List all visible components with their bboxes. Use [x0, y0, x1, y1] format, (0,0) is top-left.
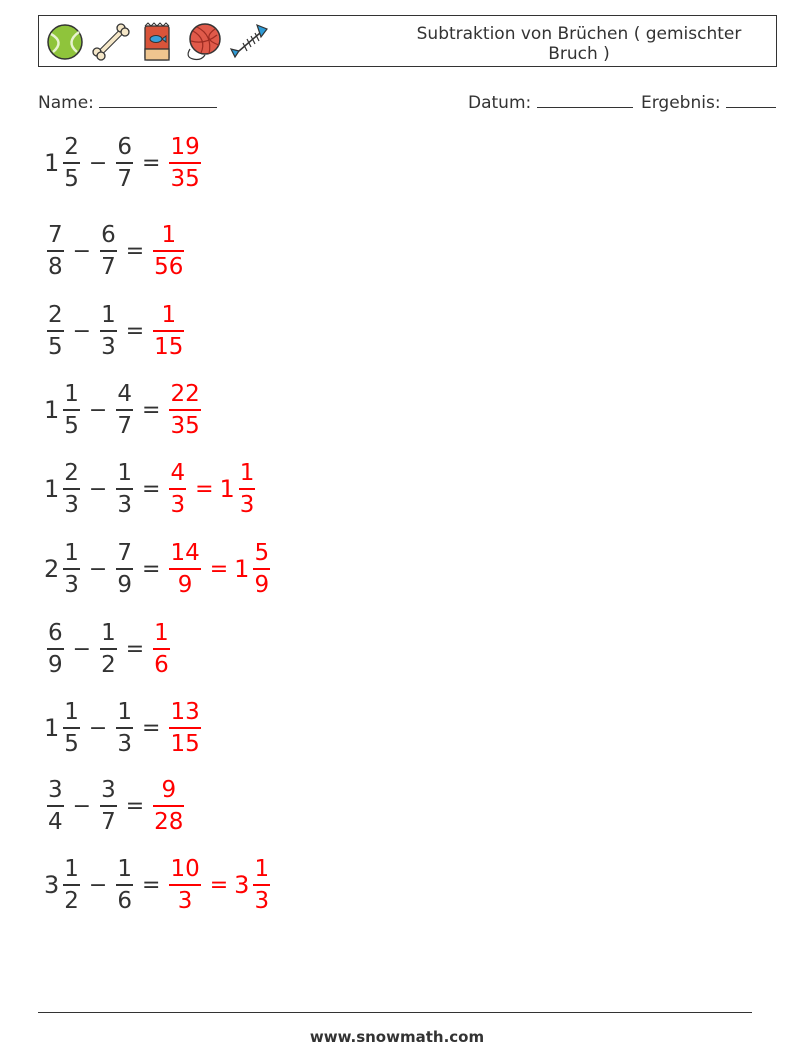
answer-fraction-bar: [153, 805, 184, 807]
answer-simplified-numerator: 1: [254, 856, 270, 883]
subtrahend-denominator: 3: [117, 491, 132, 518]
minuend-denominator: 3: [64, 491, 79, 518]
minus-sign: −: [88, 556, 108, 582]
answer-mixed-number: [150, 222, 187, 280]
equals-sign: =: [142, 872, 161, 898]
answer-equals-sign: =: [195, 476, 214, 502]
answer-fraction: [150, 620, 173, 678]
minuend-numerator: 3: [48, 777, 63, 804]
subtrahend-fraction: [113, 381, 136, 439]
subtrahend-fraction-bar: [116, 568, 133, 570]
equals-sign: =: [125, 793, 145, 819]
answer-denominator: 3: [170, 491, 186, 518]
bone-icon: [89, 21, 133, 63]
subtrahend-denominator: 9: [117, 571, 132, 598]
minuend-fraction-bar: [63, 727, 80, 729]
minuend-fraction: [60, 699, 83, 757]
subtrahend-fraction-bar: [100, 330, 117, 332]
minuend-denominator: 2: [64, 887, 79, 914]
answer-numerator: 14: [170, 540, 200, 567]
problem-row: [44, 128, 204, 198]
answer-numerator: 1: [161, 302, 177, 329]
answer-denominator: 15: [170, 730, 200, 757]
subtrahend-fraction: [113, 699, 136, 757]
subtrahend-mixed-number: [113, 460, 136, 518]
minuend-numerator: 2: [64, 460, 79, 487]
subtrahend-fraction: [97, 302, 120, 360]
subtrahend-denominator: 7: [101, 253, 116, 280]
answer-fraction-bar: [169, 162, 200, 164]
answer-denominator: 35: [170, 165, 200, 192]
answer-fraction: [150, 777, 187, 835]
answer-denominator: 15: [154, 333, 184, 360]
minuend-whole: 1: [44, 475, 60, 503]
minuend-fraction-bar: [63, 884, 80, 886]
answer-denominator: 28: [154, 808, 184, 835]
minuend-fraction-bar: [47, 330, 64, 332]
date-field: [468, 93, 633, 113]
minuend-mixed-number: [44, 134, 83, 192]
subtrahend-fraction-bar: [100, 250, 117, 252]
fish-skeleton-icon: [227, 21, 271, 63]
minus-sign: −: [88, 872, 108, 898]
answer-simplified-fraction-bar: [253, 884, 270, 886]
answer-fraction: [166, 856, 203, 914]
problem-row: [44, 693, 204, 763]
answer-mixed-number: [150, 302, 187, 360]
answer-simplified-mixed-number: [220, 460, 259, 518]
minuend-numerator: 1: [64, 856, 79, 883]
subtrahend-mixed-number: [113, 856, 136, 914]
answer-fraction-bar: [169, 409, 200, 411]
subtrahend-numerator: 6: [117, 134, 132, 161]
equals-sign: =: [125, 636, 145, 662]
minus-sign: −: [88, 150, 108, 176]
minuend-denominator: 5: [64, 165, 79, 192]
answer-denominator: 3: [177, 887, 193, 914]
minus-sign: −: [88, 715, 108, 741]
answer-mixed-number: [166, 856, 203, 914]
subtrahend-mixed-number: [97, 222, 120, 280]
subtrahend-mixed-number: [97, 777, 120, 835]
minuend-denominator: 3: [64, 571, 79, 598]
minuend-fraction: [44, 620, 67, 678]
answer-fraction: [166, 460, 189, 518]
answer-simplified-denominator: 9: [254, 571, 270, 598]
problem-row: [44, 850, 273, 920]
equals-sign: =: [142, 476, 161, 502]
answer-denominator: 6: [154, 651, 169, 678]
minuend-numerator: 1: [64, 381, 79, 408]
minuend-fraction-bar: [63, 568, 80, 570]
subtrahend-denominator: 7: [117, 412, 132, 439]
answer-fraction-bar: [153, 250, 184, 252]
answer-mixed-number: [150, 777, 187, 835]
minuend-numerator: 7: [48, 222, 63, 249]
answer-numerator: 1: [161, 222, 177, 249]
answer-fraction: [150, 302, 187, 360]
minuend-fraction-bar: [47, 648, 64, 650]
answer-simplified-fraction: [250, 540, 273, 598]
answer-simplified-fraction-bar: [253, 568, 270, 570]
yarn-ball-icon: [181, 21, 225, 63]
problem-row: [44, 296, 187, 366]
subtrahend-denominator: 6: [117, 887, 132, 914]
answer-fraction: [150, 222, 187, 280]
minus-sign: −: [88, 397, 108, 423]
subtrahend-denominator: 3: [101, 333, 116, 360]
minuend-fraction: [60, 460, 83, 518]
subtrahend-numerator: 1: [101, 302, 116, 329]
minuend-denominator: 8: [48, 253, 63, 280]
score-blank[interactable]: [726, 93, 776, 108]
answer-fraction-bar: [153, 330, 184, 332]
answer-numerator: 22: [170, 381, 200, 408]
minuend-fraction-bar: [47, 250, 64, 252]
subtrahend-denominator: 7: [101, 808, 116, 835]
date-label: Datum:: [468, 93, 532, 113]
subtrahend-mixed-number: [113, 699, 136, 757]
header-icons: [43, 21, 271, 63]
answer-numerator: 9: [161, 777, 177, 804]
equals-sign: =: [142, 715, 161, 741]
answer-denominator: 56: [154, 253, 184, 280]
answer-simplified-whole: 3: [234, 871, 250, 899]
answer-fraction: [166, 699, 203, 757]
answer-numerator: 10: [170, 856, 200, 883]
minuend-mixed-number: [44, 856, 83, 914]
problem-row: [44, 216, 187, 286]
minuend-mixed-number: [44, 302, 67, 360]
subtrahend-mixed-number: [113, 381, 136, 439]
subtrahend-numerator: 4: [117, 381, 132, 408]
answer-fraction-bar: [169, 884, 200, 886]
minuend-fraction: [44, 777, 67, 835]
footer-divider: [38, 1012, 752, 1013]
answer-numerator: 4: [170, 460, 186, 487]
answer-equals-sign: =: [209, 872, 229, 898]
subtrahend-fraction-bar: [100, 805, 117, 807]
answer-mixed-number: [166, 381, 203, 439]
score-field: [641, 93, 776, 113]
subtrahend-fraction: [113, 134, 136, 192]
problem-row: [44, 375, 204, 445]
subtrahend-mixed-number: [113, 540, 136, 598]
answer-simplified-numerator: 5: [254, 540, 270, 567]
answer-numerator: 13: [170, 699, 200, 726]
minuend-denominator: 9: [48, 651, 63, 678]
minuend-fraction: [60, 381, 83, 439]
subtrahend-fraction-bar: [116, 488, 133, 490]
minuend-whole: 2: [44, 555, 60, 583]
minuend-numerator: 1: [64, 699, 79, 726]
minuend-mixed-number: [44, 699, 83, 757]
subtrahend-numerator: 3: [101, 777, 116, 804]
name-field: [38, 93, 217, 113]
answer-mixed-number: [166, 699, 203, 757]
subtrahend-denominator: 7: [117, 165, 132, 192]
subtrahend-mixed-number: [97, 620, 120, 678]
subtrahend-fraction-bar: [116, 409, 133, 411]
fish-food-icon: [135, 21, 179, 63]
minus-sign: −: [72, 318, 92, 344]
minuend-mixed-number: [44, 381, 83, 439]
minus-sign: −: [88, 476, 108, 502]
answer-simplified-mixed-number: [234, 540, 273, 598]
minuend-numerator: 1: [64, 540, 79, 567]
answer-fraction: [166, 540, 203, 598]
minuend-denominator: 5: [64, 730, 79, 757]
minuend-fraction: [44, 222, 67, 280]
subtrahend-fraction: [113, 856, 136, 914]
minuend-denominator: 5: [48, 333, 63, 360]
subtrahend-fraction-bar: [116, 727, 133, 729]
minus-sign: −: [72, 793, 92, 819]
equals-sign: =: [142, 397, 161, 423]
answer-fraction: [166, 381, 203, 439]
equals-sign: =: [142, 150, 161, 176]
answer-equals-sign: =: [209, 556, 229, 582]
answer-simplified-whole: 1: [219, 475, 235, 503]
minuend-whole: 1: [44, 714, 60, 742]
minuend-numerator: 2: [48, 302, 63, 329]
answer-simplified-denominator: 3: [239, 491, 255, 518]
minuend-fraction-bar: [47, 805, 64, 807]
answer-simplified-whole: 1: [234, 555, 250, 583]
answer-simplified-fraction: [250, 856, 273, 914]
answer-denominator: 35: [170, 412, 200, 439]
subtrahend-numerator: 1: [117, 460, 132, 487]
subtrahend-fraction: [113, 460, 136, 518]
minuend-denominator: 5: [64, 412, 79, 439]
answer-numerator: 19: [170, 134, 200, 161]
answer-mixed-number: [166, 134, 203, 192]
name-blank[interactable]: [99, 93, 217, 108]
minuend-mixed-number: [44, 540, 83, 598]
answer-fraction-bar: [169, 568, 200, 570]
subtrahend-numerator: 1: [117, 699, 132, 726]
subtrahend-denominator: 2: [101, 651, 116, 678]
worksheet-title: Subtraktion von Brüchen ( gemischter Bruch ): [416, 24, 742, 64]
subtrahend-fraction: [97, 222, 120, 280]
minus-sign: −: [72, 238, 92, 264]
subtrahend-numerator: 1: [117, 856, 132, 883]
answer-mixed-number: [166, 460, 189, 518]
answer-simplified-mixed-number: [234, 856, 273, 914]
answer-fraction-bar: [169, 727, 200, 729]
subtrahend-fraction: [97, 777, 120, 835]
answer-simplified-denominator: 3: [254, 887, 270, 914]
subtrahend-fraction-bar: [116, 884, 133, 886]
minuend-fraction: [44, 302, 67, 360]
tennis-ball-icon: [43, 21, 87, 63]
minuend-mixed-number: [44, 222, 67, 280]
minus-sign: −: [72, 636, 92, 662]
answer-simplified-fraction: [236, 460, 259, 518]
minuend-whole: 3: [44, 871, 60, 899]
minuend-fraction: [60, 856, 83, 914]
problem-row: [44, 454, 258, 524]
minuend-whole: 1: [44, 149, 60, 177]
subtrahend-numerator: 7: [117, 540, 132, 567]
subtrahend-fraction-bar: [100, 648, 117, 650]
subtrahend-mixed-number: [113, 134, 136, 192]
minuend-mixed-number: [44, 460, 83, 518]
minuend-numerator: 6: [48, 620, 63, 647]
answer-numerator: 1: [154, 620, 169, 647]
minuend-fraction: [60, 134, 83, 192]
minuend-fraction-bar: [63, 488, 80, 490]
answer-fraction-bar: [169, 488, 186, 490]
problem-row: [44, 614, 173, 684]
minuend-numerator: 2: [64, 134, 79, 161]
minuend-fraction: [60, 540, 83, 598]
answer-simplified-numerator: 1: [239, 460, 255, 487]
minuend-whole: 1: [44, 396, 60, 424]
answer-denominator: 9: [177, 571, 193, 598]
minuend-fraction-bar: [63, 409, 80, 411]
subtrahend-mixed-number: [97, 302, 120, 360]
answer-mixed-number: [150, 620, 173, 678]
date-blank[interactable]: [537, 93, 633, 108]
score-label: Ergebnis:: [641, 93, 721, 113]
answer-simplified-fraction-bar: [239, 488, 256, 490]
subtrahend-numerator: 6: [101, 222, 116, 249]
minuend-denominator: 4: [48, 808, 63, 835]
problem-row: [44, 771, 187, 841]
minuend-mixed-number: [44, 777, 67, 835]
subtrahend-denominator: 3: [117, 730, 132, 757]
equals-sign: =: [125, 318, 145, 344]
minuend-fraction-bar: [63, 162, 80, 164]
answer-mixed-number: [166, 540, 203, 598]
equals-sign: =: [125, 238, 145, 264]
footer-url: www.snowmath.com: [309, 1028, 485, 1046]
subtrahend-fraction: [113, 540, 136, 598]
subtrahend-fraction: [97, 620, 120, 678]
subtrahend-fraction-bar: [116, 162, 133, 164]
answer-fraction-bar: [153, 648, 170, 650]
answer-fraction: [166, 134, 203, 192]
problem-row: [44, 534, 273, 604]
minuend-mixed-number: [44, 620, 67, 678]
name-label: Name:: [38, 93, 94, 113]
subtrahend-numerator: 1: [101, 620, 116, 647]
equals-sign: =: [142, 556, 161, 582]
worksheet-header: [38, 15, 777, 67]
